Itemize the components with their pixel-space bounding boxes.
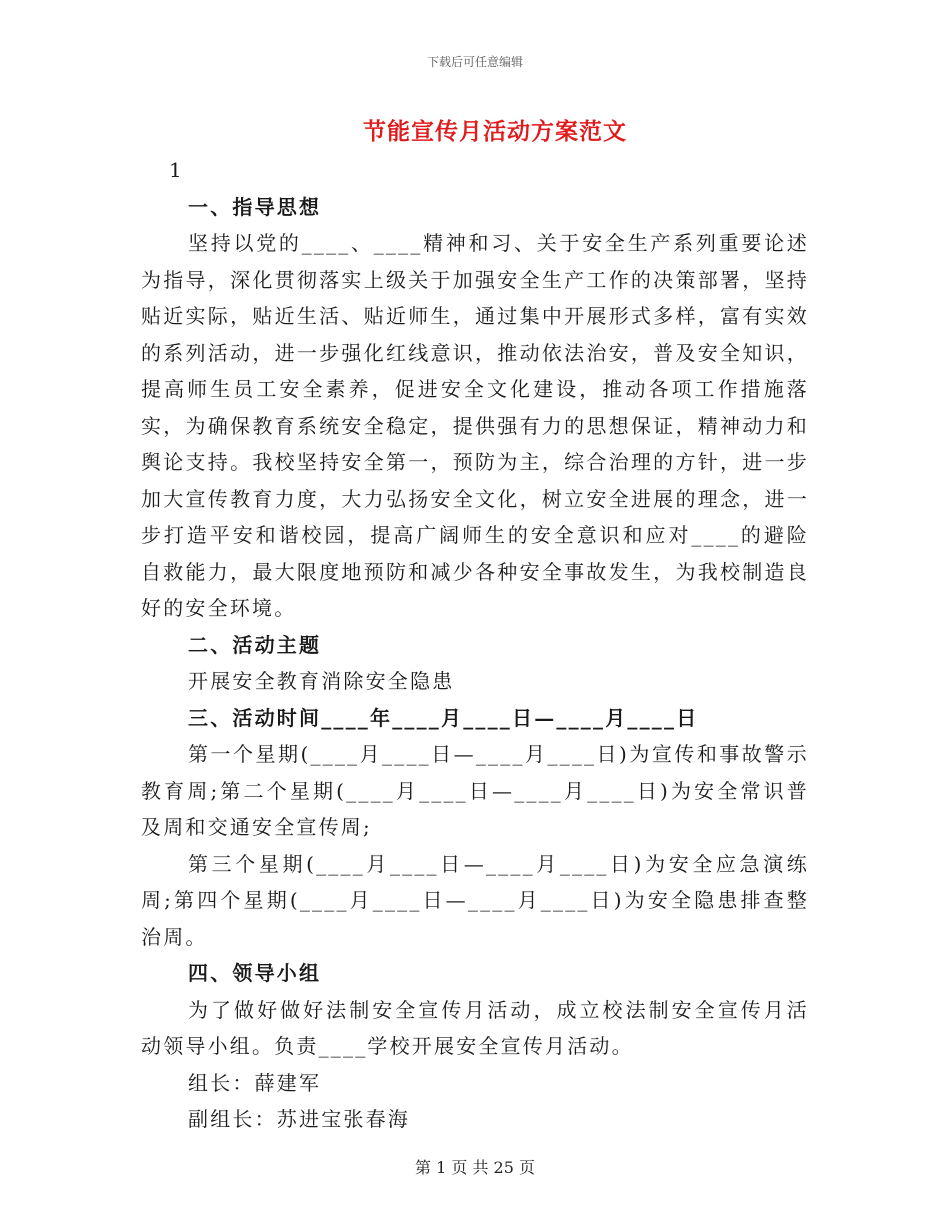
paragraph-guiding-ideology: 坚持以党的____、____精神和习、关于安全生产系列重要论述为指导，深化贯彻落实上级关于加强安全生产工作的决策部署，坚持贴近实际，贴近生活、贴近师生，通过集中开展形式多样，富有实效的系列活动，进一步强化红线意识，推动依法治安，普及安全知识，提高师生员工安全素养，促进安全文化建设，推动各项工作措施落实，为确保教育系统安全稳定，提供强有力的思想保证，精神动力和舆论支持。我校坚持安全第一，预防为主，综合治理的方针，进一步加大宣传教育力度，大力弘扬安全文化，树立安全进展的理念，进一步打造平安和谐校园，提高广阔师生的安全意识和应对____的避险自救能力，最大限度地预防和减少各种安全事故发生，为我校制造良好的安全环境。	[141, 231, 809, 620]
paragraph-activity-theme: 开展安全教育消除安全隐患	[188, 669, 455, 693]
document-title: 节能宣传月活动方案范文	[363, 118, 627, 145]
section-heading-activity-theme: 二、活动主题	[188, 632, 322, 657]
paragraph-weeks-one-two: 第一个星期(____月____日—____月____日)为宣传和事故警示教育周;第二个星期(____月____日—____月____日)为安全常识普及周和交通安全宣传周;	[141, 742, 809, 839]
paragraph-weeks-three-four: 第三个星期(____月____日—____月____日)为安全应急演练周;第四个星期(____月____日—____月____日)为安全隐患排查整治周。	[141, 851, 809, 949]
header-note: 下载后可任意编辑	[426, 55, 523, 69]
page-marker: 1	[169, 158, 184, 182]
document-body	[141, 152, 809, 1138]
paragraph-leadership-group: 为了做好做好法制安全宣传月活动，成立校法制安全宣传月活动领导小组。负责____学校开展安全宣传月活动。	[141, 997, 809, 1058]
page-footer: 第 1 页 共 25 页	[415, 1158, 535, 1177]
vice-leader-line: 副组长：苏进宝张春海	[188, 1107, 410, 1131]
group-leader-line: 组长：薛建军	[188, 1070, 322, 1095]
section-heading-activity-time: 三、活动时间____年____月____日—____月____日	[188, 705, 699, 730]
section-heading-leadership-group: 四、领导小组	[188, 961, 322, 985]
section-heading-guiding-ideology: 一、指导思想	[188, 194, 322, 219]
